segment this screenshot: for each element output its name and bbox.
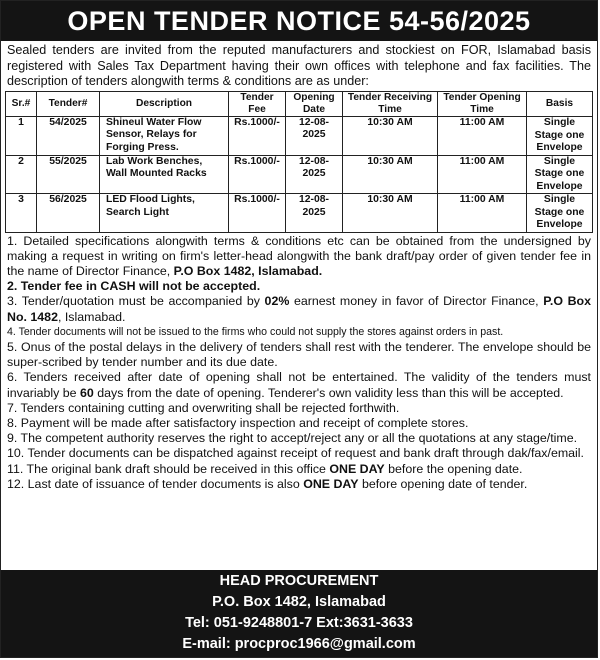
- footer-email: E-mail: procproc1966@gmail.com: [182, 636, 416, 652]
- terms-list: [1, 233, 597, 492]
- term-3: 3. Tender/quotation must be accompanied by 02% earnest money in favor of Director Finance, P.O Box No. 1482, Islamabad.: [7, 294, 592, 324]
- cell-tender-no: 54/2025: [37, 116, 100, 155]
- header-sr: Sr.#: [6, 91, 37, 116]
- cell-receiving-time: 10:30 AM: [343, 194, 438, 233]
- cell-description: LED Flood Lights, Search Light: [100, 194, 229, 233]
- footer-department: HEAD PROCUREMENT: [219, 573, 379, 589]
- cell-sr: 3: [6, 194, 37, 233]
- table-header-row: [6, 91, 593, 116]
- term-8: 8. Payment will be made after satisfactory inspection and receipt of complete stores.: [7, 415, 469, 430]
- tender-table: [5, 91, 593, 233]
- cell-sr: 2: [6, 155, 37, 194]
- cell-receiving-time: 10:30 AM: [343, 116, 438, 155]
- cell-receiving-time: 10:30 AM: [343, 155, 438, 194]
- cell-opening-time: 11:00 AM: [438, 194, 527, 233]
- term-6: 6. Tenders received after date of opening shall not be entertained. The validity of the tenders must invariably be 60 days from the date of opening. Tenderer's own validity less than this will be accepted.: [7, 370, 591, 400]
- cell-fee: Rs.1000/-: [229, 116, 286, 155]
- cell-tender-no: 55/2025: [37, 155, 100, 194]
- cell-date: 12-08-2025: [286, 116, 343, 155]
- term-1: 1. Detailed specifications alongwith terms & conditions etc can be obtained from the undersigned by making a request in writing on firm's letter-head alongwith the bank draft/pay order of given tender fee in the name of Director Finance, P.O Box 1482, Islamabad.: [7, 233, 591, 278]
- cell-description: Shineul Water Flow Sensor, Relays for Forging Press.: [100, 116, 229, 155]
- cell-basis: Single Stage one Envelope: [527, 116, 593, 155]
- cell-description: Lab Work Benches, Wall Mounted Racks: [100, 155, 229, 194]
- header-description: Description: [100, 91, 229, 116]
- cell-basis: Single Stage one Envelope: [527, 155, 593, 194]
- header-tender-no: Tender#: [37, 91, 100, 116]
- term-11: 11. The original bank draft should be received in this office ONE DAY before the opening date.: [7, 461, 523, 476]
- cell-basis: Single Stage one Envelope: [527, 194, 593, 233]
- cell-fee: Rs.1000/-: [229, 155, 286, 194]
- term-10: 10. Tender documents can be dispatched against receipt of request and bank draft through dak/fax/email.: [7, 446, 584, 461]
- cell-opening-time: 11:00 AM: [438, 155, 527, 194]
- cell-fee: Rs.1000/-: [229, 194, 286, 233]
- footer-telephone: Tel: 051-9248801-7 Ext:3631-3633: [185, 615, 413, 631]
- footer-address: P.O. Box 1482, Islamabad: [212, 594, 386, 610]
- table-row: [6, 116, 593, 155]
- cell-sr: 1: [6, 116, 37, 155]
- table-row: [6, 194, 593, 233]
- term-9: 9. The competent authority reserves the right to accept/reject any or all the quotations at any stage/time.: [7, 431, 578, 446]
- cell-tender-no: 56/2025: [37, 194, 100, 233]
- header-tender-fee: Tender Fee: [229, 91, 286, 116]
- term-2: 2. Tender fee in CASH will not be accepted.: [7, 279, 261, 294]
- contact-footer: [1, 570, 597, 657]
- table-row: [6, 155, 593, 194]
- term-7: 7. Tenders containing cutting and overwriting shall be rejected forthwith.: [7, 400, 400, 415]
- header-opening-time: Tender Opening Time: [438, 91, 527, 116]
- cell-date: 12-08-2025: [286, 155, 343, 194]
- cell-opening-time: 11:00 AM: [438, 116, 527, 155]
- term-5: 5. Onus of the postal delays in the delivery of tenders shall rest with the tenderer. The envelope should be super-scribed by tender number and its due date.: [7, 339, 591, 370]
- notice-title: OPEN TENDER NOTICE 54-56/2025: [1, 1, 597, 41]
- cell-date: 12-08-2025: [286, 194, 343, 233]
- header-basis: Basis: [527, 91, 593, 116]
- term-12: 12. Last date of issuance of tender documents is also ONE DAY before opening date of tender.: [7, 476, 528, 491]
- intro-paragraph: Sealed tenders are invited from the reputed manufacturers and stockiest on FOR, Islamabad basis registered with Sales Tax Department having their own offices with telephone and fax facilities. The description of tenders alongwith terms & conditions are as under:: [7, 43, 591, 88]
- header-opening-date: Opening Date: [286, 91, 343, 116]
- header-receiving-time: Tender Receiving Time: [343, 91, 438, 116]
- term-4: 4. Tender documents will not be issued to the firms who could not supply the stores against orders in past.: [7, 325, 504, 338]
